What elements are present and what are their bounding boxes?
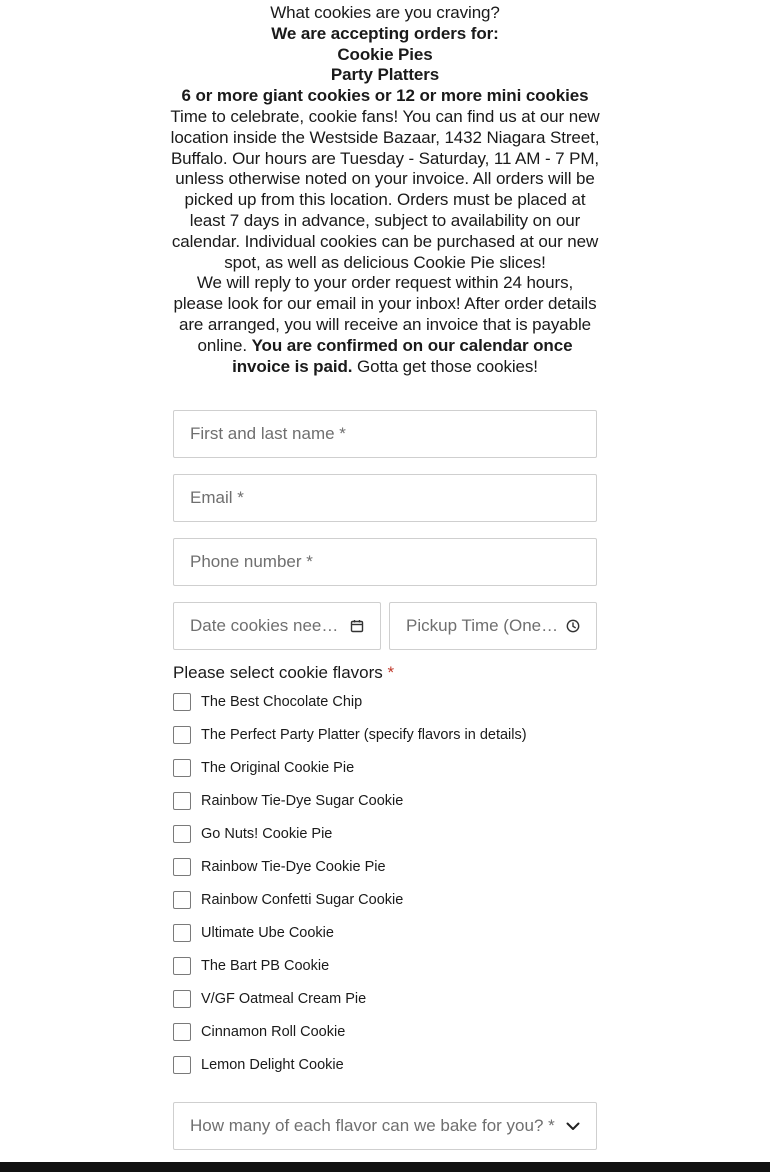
flavor-option-label: The Best Chocolate Chip — [201, 694, 363, 710]
pickup-time-field[interactable] — [389, 602, 597, 650]
confirmation-text: We will reply to your order request within 24 hours, please look for our email in your inbox! After order details are arranged, you will receive an invoice that is payable online. — [173, 273, 597, 355]
flavor-option[interactable] — [173, 1021, 345, 1043]
intro-question: What cookies are you craving? — [270, 3, 500, 22]
checkbox[interactable] — [173, 726, 191, 744]
calendar-icon[interactable] — [350, 619, 364, 633]
date-input[interactable] — [190, 616, 344, 636]
order-intro — [170, 3, 600, 377]
checkbox[interactable] — [173, 693, 191, 711]
checkbox[interactable] — [173, 825, 191, 843]
phone-field[interactable] — [173, 538, 597, 586]
checkbox[interactable] — [173, 858, 191, 876]
flavor-option-label: Cinnamon Roll Cookie — [201, 1024, 346, 1040]
flavor-option[interactable] — [173, 856, 386, 878]
flavors-label — [173, 663, 394, 683]
confirmation-closing-text: Gotta get those cookies! — [356, 356, 538, 376]
flavor-option-label: Rainbow Tie-Dye Cookie Pie — [201, 859, 386, 875]
email-input[interactable] — [190, 488, 580, 508]
flavor-option-label: The Bart PB Cookie — [201, 958, 330, 974]
pickup-time-input[interactable] — [406, 616, 560, 636]
checkbox[interactable] — [173, 792, 191, 810]
confirmation-bold-text: You are confirmed on our calendar once invoice is paid. — [232, 335, 573, 376]
checkbox[interactable] — [173, 891, 191, 909]
quantity-select[interactable] — [173, 1102, 597, 1150]
flavor-option-label: Rainbow Confetti Sugar Cookie — [201, 892, 404, 908]
phone-input[interactable] — [190, 552, 580, 572]
flavor-option[interactable] — [173, 724, 527, 746]
flavor-option-label: Lemon Delight Cookie — [201, 1057, 344, 1073]
quantity-select-placeholder: How many of each flavor can we bake for you? * — [190, 1116, 555, 1135]
checkbox[interactable] — [173, 1023, 191, 1041]
flavor-option[interactable] — [173, 889, 403, 911]
intro-paragraph-confirmation — [170, 273, 600, 377]
footer-bar — [0, 1162, 770, 1172]
checkbox[interactable] — [173, 1056, 191, 1074]
required-asterisk: * — [387, 663, 395, 682]
name-input[interactable] — [190, 424, 580, 444]
checkbox[interactable] — [173, 924, 191, 942]
email-field[interactable] — [173, 474, 597, 522]
name-field[interactable] — [173, 410, 597, 458]
flavor-option-label: Ultimate Ube Cookie — [201, 925, 334, 941]
flavor-option[interactable] — [173, 922, 334, 944]
flavor-option[interactable] — [173, 757, 354, 779]
intro-item-cookie-pies: Cookie Pies — [337, 44, 433, 64]
flavor-option-label: The Perfect Party Platter (specify flavors in details) — [201, 727, 527, 743]
checkbox[interactable] — [173, 759, 191, 777]
intro-accepting: We are accepting orders for: — [271, 23, 499, 43]
checkbox[interactable] — [173, 990, 191, 1008]
flavor-option[interactable] — [173, 823, 332, 845]
flavor-option-label: Rainbow Tie-Dye Sugar Cookie — [201, 793, 404, 809]
intro-paragraph-location: Time to celebrate, cookie fans! You can find us at our new location inside the Westside Bazaar, 1432 Niagara Street, Buffalo. Our hours are Tuesday - Saturday, 11 AM - 7 PM, unless otherwise noted on your invoice. All orders will be picked up from this location. Orders must be placed at least 7 days in advance, subject to availability on our calendar. Individual cookies can be purchased at our new spot, as well as delicious Cookie Pie slices! — [170, 106, 600, 272]
date-field[interactable] — [173, 602, 381, 650]
flavor-option[interactable] — [173, 1054, 344, 1076]
flavor-option[interactable] — [173, 988, 366, 1010]
intro-item-giant-cookies: 6 or more giant cookies or 12 or more mini cookies — [181, 86, 589, 106]
flavor-option[interactable] — [173, 790, 403, 812]
flavor-option-label: V/GF Oatmeal Cream Pie — [201, 991, 367, 1007]
flavor-option[interactable] — [173, 955, 329, 977]
chevron-down-icon[interactable] — [566, 1116, 580, 1136]
flavor-option-label: The Original Cookie Pie — [201, 760, 355, 776]
flavor-option-label: Go Nuts! Cookie Pie — [201, 826, 333, 842]
flavors-label-text: Please select cookie flavors — [173, 663, 383, 682]
intro-item-party-platters: Party Platters — [330, 65, 440, 85]
clock-icon[interactable] — [566, 619, 580, 633]
flavor-option[interactable] — [173, 691, 362, 713]
checkbox[interactable] — [173, 957, 191, 975]
